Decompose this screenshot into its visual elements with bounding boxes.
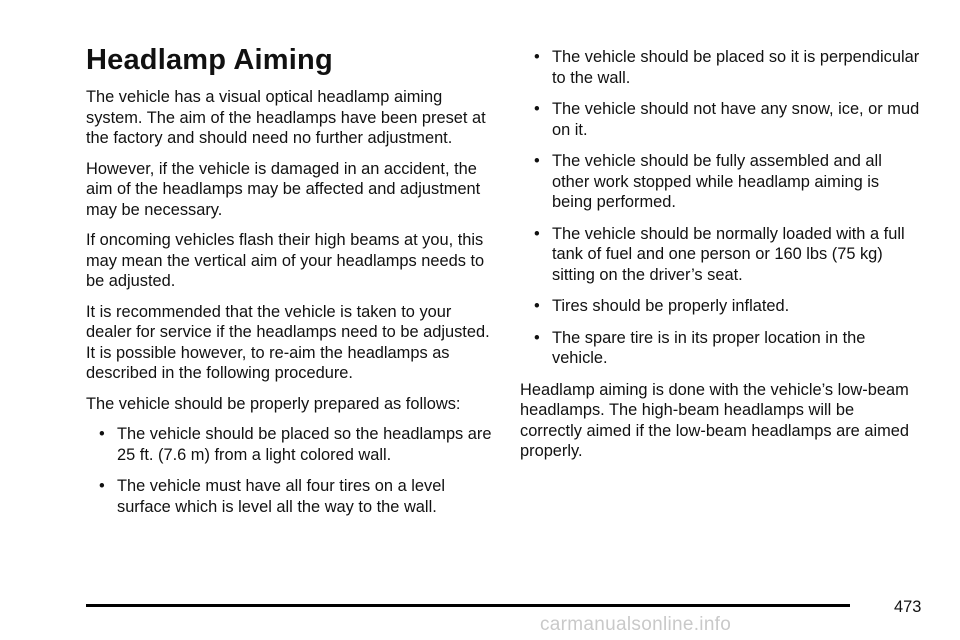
paragraph-preparation-intro: The vehicle should be properly prepared as follows: <box>86 394 461 413</box>
bullet-icon: • <box>534 328 540 347</box>
watermark: carmanualsonline.info <box>540 614 732 635</box>
bullet-icon: • <box>99 425 105 443</box>
paragraph-low-beam: Headlamp aiming is done with the vehicle’s low-beam headlamps. The high-beam headlamps will be correctly aimed if the low-beam headlamps are aimed properly. <box>520 380 909 460</box>
list-item-text: The vehicle should be fully assembled and all other work stopped while headlamp aiming is being performed. <box>552 152 882 211</box>
list-item-text: The vehicle should be placed so it is perpendicular to the wall. <box>552 48 920 87</box>
preparation-list-right <box>520 47 920 369</box>
list-item-text: The vehicle should be placed so the headlamps are 25 ft. (7.6 m) from a light colored wall. <box>117 425 492 464</box>
bullet-icon: • <box>534 48 540 66</box>
bullet-icon: • <box>534 297 540 315</box>
list-item <box>520 296 920 317</box>
list-item <box>520 151 920 213</box>
paragraph-accident-damage: However, if the vehicle is damaged in an accident, the aim of the headlamps may be affected and adjustment may be necessary. <box>86 159 481 219</box>
right-column <box>520 47 920 472</box>
paragraph-oncoming-vehicles: If oncoming vehicles flash their high beams at you, this may mean the vertical aim of your headlamps needs to be adjusted. <box>86 231 485 290</box>
list-item-text: The vehicle should not have any snow, ice, or mud on it. <box>552 100 920 139</box>
paragraph-aiming-system: The vehicle has a visual optical headlamp aiming system. The aim of the headlamps have been preset at the factory and should need no further adjustment. <box>86 88 486 147</box>
list-item <box>86 424 496 465</box>
bullet-icon: • <box>99 477 105 495</box>
paragraph-dealer-service: It is recommended that the vehicle is taken to your dealer for service if the headlamps need to be adjusted. It is possible however, to re-aim the headlamps as described in the following procedure. <box>86 302 490 382</box>
left-column <box>86 87 496 528</box>
page-title: Headlamp Aiming <box>86 44 333 76</box>
bullet-icon: • <box>534 224 540 243</box>
list-item-text: The vehicle must have all four tires on a level surface which is level all the way to the wall. <box>117 477 445 516</box>
footer-divider <box>86 604 850 607</box>
preparation-list-left <box>86 424 496 517</box>
list-item-text: The vehicle should be normally loaded with a full tank of fuel and one person or 160 lbs (75 kg) sitting on the driver’s seat. <box>552 224 905 284</box>
list-item-text: Tires should be properly inflated. <box>552 297 790 315</box>
bullet-icon: • <box>534 100 540 118</box>
list-item <box>86 476 496 517</box>
list-item-text: The spare tire is in its proper location in the vehicle. <box>552 328 866 367</box>
list-item <box>520 99 920 140</box>
list-item <box>520 47 920 88</box>
list-item <box>520 224 920 286</box>
list-item <box>520 328 920 369</box>
page-number: 473 <box>894 598 922 616</box>
bullet-icon: • <box>534 152 540 170</box>
